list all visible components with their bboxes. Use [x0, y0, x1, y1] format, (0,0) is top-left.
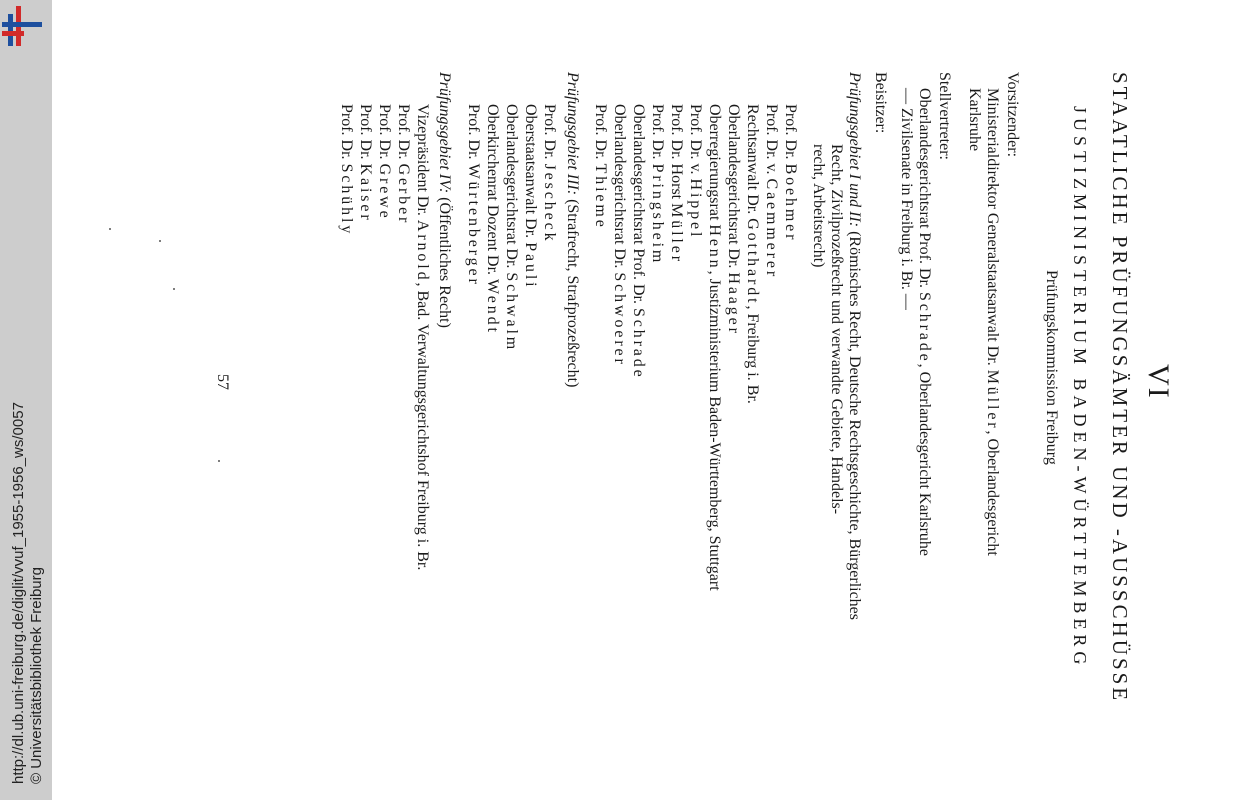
deputy-label: Stellvertreter: [936, 72, 953, 160]
deputy-entry: Oberlandesgerichtsrat Prof. Dr. Schrade, Oberlandesgericht Karlsruhe [916, 88, 933, 557]
scanned-page-viewport [60, 0, 1237, 800]
area1-member: Prof. Dr. v. Hippel [687, 104, 704, 240]
area4-member: Prof. Dr. Gerber [395, 104, 412, 226]
scan-speck [173, 288, 175, 290]
area1-member: Prof. Dr. Pringsheim [649, 104, 666, 266]
area1-member: Prof. Dr. Thieme [592, 104, 609, 230]
area1-member: Oberlandesgerichtsrat Prof. Dr. Schrade [630, 104, 647, 380]
viewer-sidebar [0, 0, 52, 800]
assessor-label: Beisitzer: [872, 72, 889, 134]
area1-member: Prof. Dr. Horst Müller [668, 104, 685, 264]
page-title: STAATLICHE PRÜFUNGSÄMTER UND -AUSSCHÜSSE [1108, 72, 1132, 704]
area3-heading: Prüfungsgebiet III: (Strafrecht, Strafprozeßrecht) [564, 72, 581, 388]
ministry-heading: JUSTIZMINISTERIUM BADEN-WÜRTTEMBERG [1070, 106, 1090, 670]
scanned-page [60, 0, 1237, 800]
chair-location: Karlsruhe [966, 88, 983, 152]
area1-member: Oberlandesgerichtsrat Dr. Schwoerer [611, 104, 628, 367]
area4-heading: Prüfungsgebiet IV: (Öffentliches Recht) [436, 72, 453, 328]
area1-member: Prof. Dr. v. Caemmerer [763, 104, 780, 280]
area1-member: Rechtsanwalt Dr. Gotthardt, Freiburg i. Br. [744, 104, 761, 404]
commission-heading: Prüfungskommission Freiburg [1043, 270, 1060, 465]
scan-speck [159, 240, 161, 242]
area3-member: Oberkirchenrat Dozent Dr. Wendt [484, 104, 501, 335]
area3-member: Prof. Dr. Jescheck [541, 104, 558, 244]
scan-speck [218, 460, 220, 462]
copyright-notice: © Universitätsbibliothek Freiburg [28, 567, 45, 784]
area3-member: Prof. Dr. Würtenberger [465, 104, 482, 287]
area1-member: Oberregierungsrat Henn, Justizministerium Baden-Württemberg, Stuttgart [706, 104, 723, 591]
page-number: 57 [214, 374, 231, 390]
sidebar-caption [0, 0, 52, 800]
area3-member: Oberstaatsanwalt Dr. Pauli [522, 104, 539, 290]
area1-desc-line3: recht, Arbeitsrecht) [810, 144, 827, 268]
chapter-number: VI [1142, 364, 1175, 400]
chair-entry: Ministerialdirektor Generalstaatsanwalt Dr. Müller, Oberlandesgericht [984, 88, 1001, 556]
area1-desc-line2: Recht, Zivilprozeßrecht und verwandte Gebiete, Handels- [828, 144, 845, 515]
area1-member: Oberlandesgerichtsrat Dr. Haager [725, 104, 742, 336]
source-url-link[interactable]: http://dl.ub.uni-freiburg.de/diglit/vvuf_1955-1956_ws/0057 [10, 402, 27, 784]
area1-heading: Prüfungsgebiet I und II: (Römisches Recht, Deutsche Rechtsgeschichte, Bürgerliches [846, 72, 863, 621]
area4-member: Prof. Dr. Grewe [376, 104, 393, 221]
scan-speck [109, 228, 111, 230]
chair-label: Vorsitzender: [1004, 72, 1021, 158]
area4-member: Prof. Dr. Schühly [338, 104, 355, 237]
area4-member: Vizepräsident Dr. Arnold, Bad. Verwaltungsgerichtshof Freiburg i. Br. [414, 104, 431, 571]
area3-member: Oberlandesgerichtsrat Dr. Schwalm [503, 104, 520, 353]
deputy-location: — Zivilsenate in Freiburg i. Br. — [898, 88, 915, 310]
area4-member: Prof. Dr. Kaiser [357, 104, 374, 223]
area1-member: Prof. Dr. Boehmer [782, 104, 799, 243]
